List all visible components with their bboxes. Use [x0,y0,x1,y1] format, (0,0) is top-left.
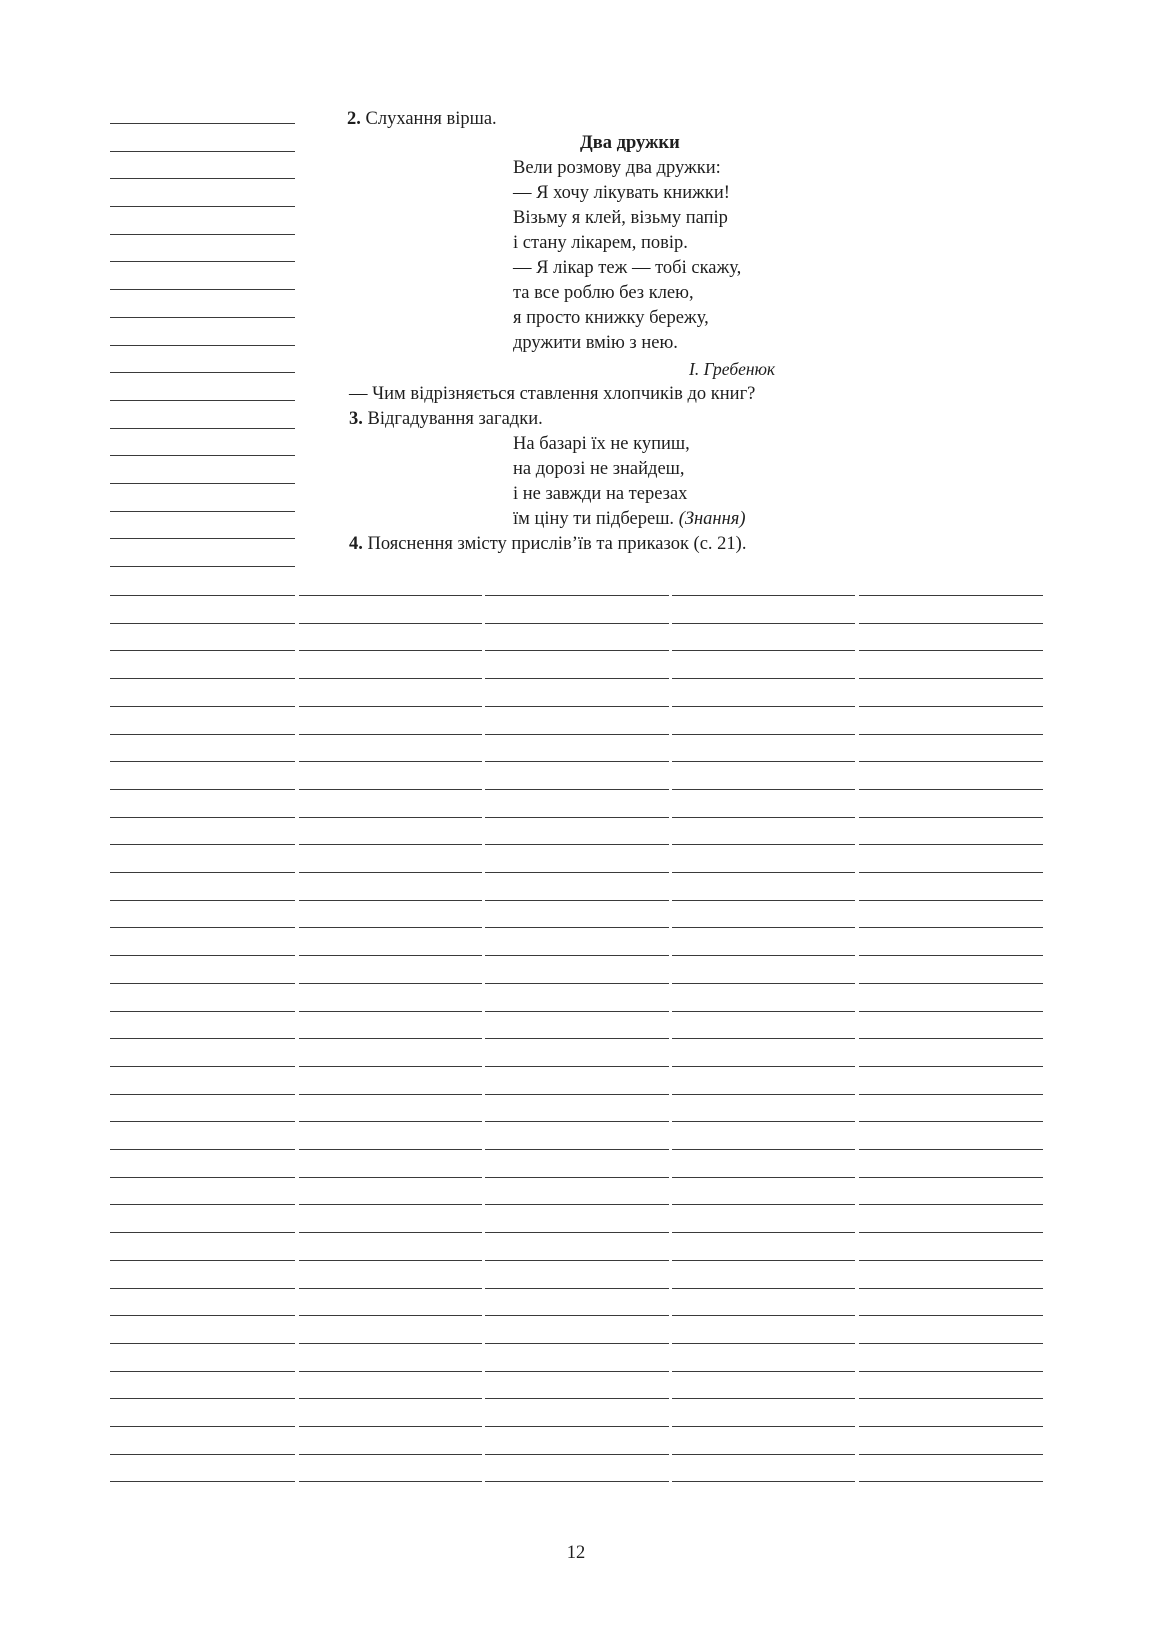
writing-line [299,1343,482,1344]
writing-line [299,1371,482,1372]
writing-line [485,1315,669,1316]
writing-line [672,1121,855,1122]
writing-line [485,678,669,679]
poem-line: — Я хочу лікувать книжки! [513,183,730,203]
writing-line [299,595,482,596]
writing-line [110,1371,295,1372]
writing-line [485,789,669,790]
writing-line [859,1066,1043,1067]
writing-line [859,734,1043,735]
writing-line [672,900,855,901]
poem-line: Візьму я клей, візьму папір [513,208,728,228]
writing-line [672,872,855,873]
writing-line [859,761,1043,762]
writing-line [485,706,669,707]
writing-line [859,1094,1043,1095]
writing-line [485,844,669,845]
writing-line [485,1038,669,1039]
margin-line [110,511,295,512]
writing-line [672,1481,855,1482]
writing-line [485,872,669,873]
poem-line: і стану лікарем, повір. [513,233,688,253]
writing-line [859,1454,1043,1455]
writing-line [485,650,669,651]
writing-line [110,1288,295,1289]
writing-line [485,1177,669,1178]
riddle-last-line [513,507,746,531]
writing-line [110,1177,295,1178]
writing-line [485,1454,669,1455]
writing-line [299,678,482,679]
writing-line [299,900,482,901]
writing-line [485,623,669,624]
writing-line [672,1177,855,1178]
poem-line: — Я лікар теж — тобі скажу, [513,258,742,278]
writing-line [485,817,669,818]
writing-line [485,955,669,956]
margin-line [110,372,295,373]
task-2-number: 2. [347,109,361,129]
margin-line [110,289,295,290]
task-3-label: Відгадування загадки. [367,409,543,429]
riddle-line: На базарі їх не купиш, [513,434,690,454]
poem-line: дружити вмію з нею. [513,333,678,353]
writing-line [859,1121,1043,1122]
writing-line [299,1177,482,1178]
writing-line [672,955,855,956]
writing-line [299,927,482,928]
writing-line [299,789,482,790]
writing-line [672,761,855,762]
poem-author: І. Гребенюк [689,359,776,379]
poem-line: та все роблю без клею, [513,283,694,303]
writing-line [299,1260,482,1261]
writing-line [485,1121,669,1122]
writing-line [485,1288,669,1289]
writing-line [672,1426,855,1427]
riddle-line: на дорозі не знайдеш, [513,459,685,479]
writing-line [299,706,482,707]
discussion-question: — Чим відрізняється ставлення хлопчиків до книг? [349,384,756,404]
margin-line [110,400,295,401]
writing-line [672,1149,855,1150]
writing-line [672,623,855,624]
writing-line [299,761,482,762]
writing-line [485,1011,669,1012]
writing-line [110,1343,295,1344]
writing-line [299,1288,482,1289]
writing-line [110,844,295,845]
writing-line [485,927,669,928]
writing-line [110,650,295,651]
writing-line [299,1149,482,1150]
writing-line [485,983,669,984]
writing-line [299,1454,482,1455]
writing-line [110,1038,295,1039]
writing-line [299,623,482,624]
task-2-label: Слухання вірша. [365,109,497,129]
writing-line [299,955,482,956]
writing-line [299,1232,482,1233]
task-4-label: Пояснення змісту прислів’їв та приказок (с. 21). [367,534,747,554]
writing-line [485,1204,669,1205]
margin-line [110,317,295,318]
writing-line [672,1288,855,1289]
writing-line [110,1121,295,1122]
writing-line [672,650,855,651]
task-2 [347,107,497,131]
writing-line [672,1454,855,1455]
writing-line [672,789,855,790]
writing-line [859,1426,1043,1427]
writing-line [485,1066,669,1067]
writing-line [672,1315,855,1316]
writing-line [110,595,295,596]
writing-line [859,623,1043,624]
writing-line [859,678,1043,679]
writing-line [299,844,482,845]
writing-line [110,761,295,762]
writing-line [485,1481,669,1482]
poem-line: я просто книжку бережу, [513,308,709,328]
writing-line [485,1398,669,1399]
riddle-answer: (Знання) [678,509,746,529]
writing-line [859,1232,1043,1233]
writing-line [299,1481,482,1482]
margin-line [110,206,295,207]
writing-line [859,706,1043,707]
writing-line [299,1011,482,1012]
writing-line [859,1149,1043,1150]
writing-line [859,1038,1043,1039]
writing-line [110,1204,295,1205]
writing-line [110,1149,295,1150]
writing-line [859,1371,1043,1372]
writing-line [110,1315,295,1316]
poem-title: Два дружки [580,133,680,153]
writing-line [859,817,1043,818]
writing-line [859,1481,1043,1482]
writing-line [672,983,855,984]
writing-line [299,983,482,984]
writing-line [859,900,1043,901]
writing-line [672,1343,855,1344]
writing-line [672,734,855,735]
margin-line [110,538,295,539]
writing-line [299,1066,482,1067]
writing-line [110,1066,295,1067]
writing-line [485,1094,669,1095]
writing-line [859,789,1043,790]
writing-line [485,1371,669,1372]
task-3-number: 3. [349,409,363,429]
writing-line [672,1066,855,1067]
task-3 [349,407,543,431]
writing-line [859,844,1043,845]
margin-line [110,261,295,262]
writing-line [672,1260,855,1261]
writing-line [859,1343,1043,1344]
writing-line [859,1177,1043,1178]
margin-line [110,234,295,235]
writing-line [110,983,295,984]
writing-line [672,1204,855,1205]
writing-line [485,1426,669,1427]
writing-line [859,1398,1043,1399]
writing-line [110,734,295,735]
writing-line [672,927,855,928]
writing-line [110,900,295,901]
writing-line [485,1232,669,1233]
writing-line [485,1343,669,1344]
writing-line [672,817,855,818]
writing-line [110,955,295,956]
writing-line [299,734,482,735]
writing-line [485,1260,669,1261]
writing-line [672,1038,855,1039]
riddle-line: їм ціну ти підбереш. [513,509,675,529]
writing-line [672,678,855,679]
margin-line [110,151,295,152]
writing-line [299,1398,482,1399]
writing-line [485,900,669,901]
writing-line [859,983,1043,984]
writing-line [672,1371,855,1372]
writing-line [110,1481,295,1482]
task-4-number: 4. [349,534,363,554]
writing-line [672,706,855,707]
writing-line [859,1260,1043,1261]
writing-line [299,1038,482,1039]
writing-line [859,595,1043,596]
writing-line [110,706,295,707]
writing-line [859,1315,1043,1316]
writing-line [110,1426,295,1427]
margin-line [110,483,295,484]
task-4 [349,532,746,556]
writing-line [859,1288,1043,1289]
margin-line [110,566,295,567]
writing-line [110,678,295,679]
writing-line [485,1149,669,1150]
writing-line [110,1454,295,1455]
margin-line [110,455,295,456]
writing-line [299,650,482,651]
writing-line [299,1426,482,1427]
writing-line [859,1011,1043,1012]
writing-line [110,1260,295,1261]
writing-line [672,844,855,845]
writing-line [110,1232,295,1233]
writing-line [672,1398,855,1399]
writing-line [299,1121,482,1122]
writing-line [299,1315,482,1316]
writing-line [672,1094,855,1095]
margin-line [110,178,295,179]
writing-line [485,761,669,762]
writing-line [672,1232,855,1233]
poem-line: Вели розмову два дружки: [513,158,721,178]
writing-line [110,817,295,818]
writing-line [672,1011,855,1012]
margin-line [110,345,295,346]
writing-line [299,817,482,818]
writing-line [110,1398,295,1399]
writing-line [299,1094,482,1095]
writing-line [859,927,1043,928]
writing-line [299,1204,482,1205]
page-number: 12 [566,1543,586,1563]
writing-line [859,872,1043,873]
writing-line [672,595,855,596]
writing-line [859,1204,1043,1205]
writing-line [485,595,669,596]
writing-line [110,1011,295,1012]
writing-line [110,927,295,928]
writing-line [110,789,295,790]
writing-line [110,623,295,624]
margin-line [110,123,295,124]
writing-line [485,734,669,735]
writing-line [859,650,1043,651]
writing-line [110,1094,295,1095]
writing-line [299,872,482,873]
riddle-line: і не завжди на терезах [513,484,688,504]
writing-line [110,872,295,873]
margin-line [110,428,295,429]
writing-line [859,955,1043,956]
